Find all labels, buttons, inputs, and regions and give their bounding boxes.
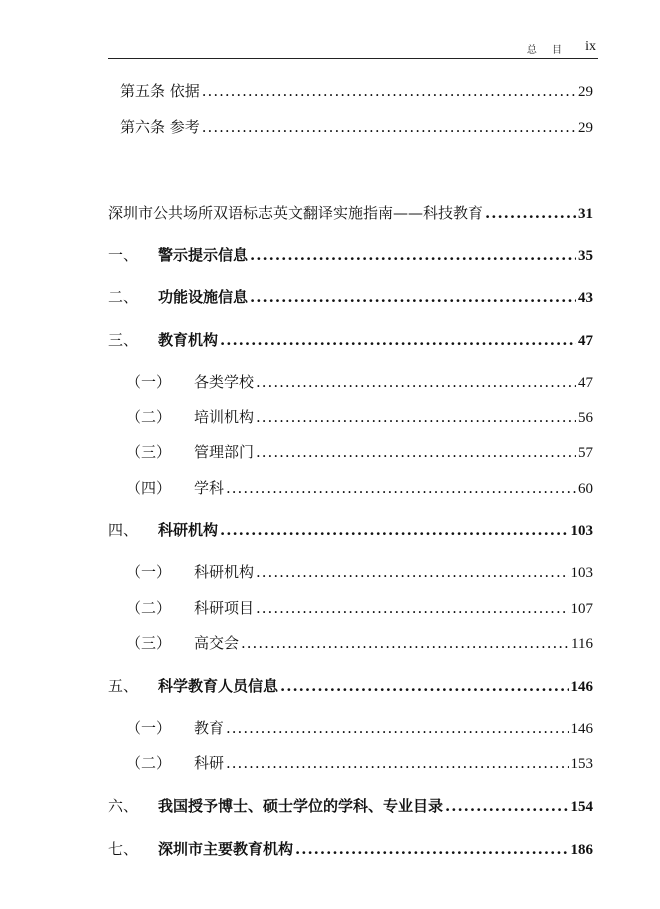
toc-entry-page: 116 [571, 636, 593, 652]
toc-leader-dots [445, 795, 568, 817]
toc-entry-subsection[interactable] [126, 717, 593, 739]
toc-leader-dots [256, 371, 576, 393]
toc-leader-dots [250, 244, 576, 266]
toc-entry-title: 培训机构 [194, 408, 255, 426]
toc-entry-number: （一） [126, 373, 172, 391]
toc-entry-number: （二） [126, 754, 172, 772]
toc-entry-subsection[interactable] [126, 371, 593, 393]
toc-entry-number: （二） [126, 408, 172, 426]
toc-entry-page: 146 [570, 721, 593, 737]
toc-entry-page: 47 [578, 333, 593, 349]
toc-entry-subsection[interactable] [126, 752, 593, 774]
toc-entry-page: 47 [578, 375, 593, 391]
toc-entry-article-6[interactable] [120, 116, 593, 138]
toc-entry-page: 31 [578, 206, 593, 222]
toc-leader-dots [256, 441, 576, 463]
toc-entry-title: 科研机构 [158, 521, 219, 539]
toc-entry-section[interactable] [108, 286, 593, 308]
toc-entry-title: 警示提示信息 [158, 246, 249, 264]
toc-entry-title: 管理部门 [194, 443, 255, 461]
toc-entry-title: 教育 [194, 719, 225, 737]
toc-leader-dots [226, 752, 568, 774]
toc-entry-title: 科学教育人员信息 [158, 677, 279, 695]
toc-entry-page: 103 [570, 565, 593, 581]
toc-entry-subsection[interactable] [126, 441, 593, 463]
toc-entry-subsection[interactable] [126, 632, 593, 654]
toc-entry-number: （一） [126, 563, 172, 581]
toc-entry-title: 高交会 [194, 634, 240, 652]
toc-entry-title: 深圳市公共场所双语标志英文翻译实施指南——科技教育 [108, 204, 484, 222]
toc-entry-page: 29 [578, 84, 593, 100]
toc-entry-number: 五、 [108, 677, 139, 695]
toc-entry-title: 各类学校 [194, 373, 255, 391]
toc-entry-subsection[interactable] [126, 597, 593, 619]
toc-entry-number: 二、 [108, 288, 139, 306]
toc-entry-subsection[interactable] [126, 477, 593, 499]
toc-leader-dots [256, 561, 568, 583]
toc-entry-title: 我国授予博士、硕士学位的学科、专业目录 [158, 797, 444, 815]
toc-leader-dots [256, 406, 576, 428]
toc-entry-section[interactable] [108, 795, 593, 817]
toc-entry-number: （四） [126, 479, 172, 497]
toc-leader-dots [226, 717, 568, 739]
header-page-number: ix [585, 39, 596, 54]
toc-entry-title: 学科 [194, 479, 225, 497]
toc-entry-page: 186 [570, 842, 593, 858]
toc-entry-title: 科研项目 [194, 599, 255, 617]
toc-entry-page: 60 [578, 481, 593, 497]
toc-entry-page: 35 [578, 248, 593, 264]
toc-entry-number: （三） [126, 634, 172, 652]
toc-entry-title: 第五条 依据 [120, 82, 200, 100]
toc-entry-number: （二） [126, 599, 172, 617]
toc-entry-page: 43 [578, 290, 593, 306]
toc-entry-section[interactable] [108, 838, 593, 860]
toc-entry-section[interactable] [108, 675, 593, 697]
toc-entry-subsection[interactable] [126, 406, 593, 428]
toc-entry-title: 科研 [194, 754, 225, 772]
toc-entry-title: 深圳市主要教育机构 [158, 840, 294, 858]
toc-entry-page: 107 [570, 601, 593, 617]
toc-leader-dots [226, 477, 576, 499]
toc-entry-page: 57 [578, 445, 593, 461]
toc-leader-dots [220, 519, 568, 541]
toc-entry-number: 七、 [108, 840, 139, 858]
toc-leader-dots [485, 202, 576, 224]
toc-leader-dots [220, 329, 576, 351]
toc-entry-guide[interactable] [108, 202, 593, 224]
toc-entry-section[interactable] [108, 329, 593, 351]
toc-entry-page: 154 [570, 799, 593, 815]
toc-entry-number: 三、 [108, 331, 139, 349]
header-title: 总 目 [526, 45, 568, 56]
toc-leader-dots [256, 597, 568, 619]
toc-entry-page: 153 [570, 756, 593, 772]
toc-entry-number: 一、 [108, 246, 139, 264]
toc-entry-page: 56 [578, 410, 593, 426]
toc-leader-dots [295, 838, 568, 860]
toc-leader-dots [202, 116, 576, 138]
toc-entry-title: 功能设施信息 [158, 288, 249, 306]
toc-entry-title: 科研机构 [194, 563, 255, 581]
toc-entry-title: 第六条 参考 [120, 118, 200, 136]
toc-entry-number: 六、 [108, 797, 139, 815]
toc-leader-dots [250, 286, 576, 308]
toc-entry-page: 103 [570, 523, 593, 539]
toc-entry-article-5[interactable] [120, 80, 593, 102]
toc-entry-number: 四、 [108, 521, 139, 539]
toc-entry-section[interactable] [108, 244, 593, 266]
toc-leader-dots [202, 80, 576, 102]
toc-entry-title: 教育机构 [158, 331, 219, 349]
toc-entry-section[interactable] [108, 519, 593, 541]
toc-entry-subsection[interactable] [126, 561, 593, 583]
toc-entry-page: 146 [570, 679, 593, 695]
toc-leader-dots [241, 632, 569, 654]
toc-entry-page: 29 [578, 120, 593, 136]
toc-leader-dots [280, 675, 568, 697]
page-header [108, 40, 598, 59]
toc-entry-number: （三） [126, 443, 172, 461]
toc-entry-number: （一） [126, 719, 172, 737]
